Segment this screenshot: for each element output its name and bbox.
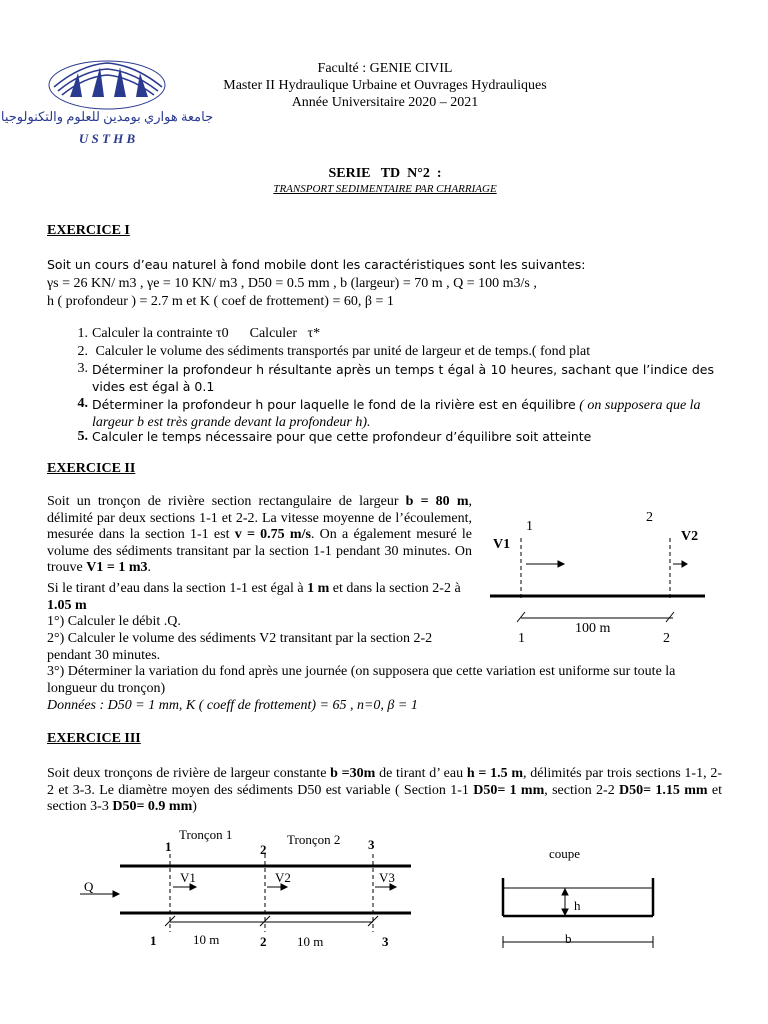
depth-arrow-icon bbox=[562, 889, 568, 915]
section-1-bottom-label: 1 bbox=[150, 933, 157, 948]
section-1-bottom-label: 1 bbox=[518, 631, 525, 646]
v3-label: V3 bbox=[379, 870, 395, 885]
serie-subtitle: TRANSPORT SEDIMENTAIRE PAR CHARRIAGE bbox=[273, 183, 497, 195]
logo-acronym: U S T H B bbox=[78, 131, 136, 146]
v2-label: V2 bbox=[275, 870, 291, 885]
section-1-top-label: 1 bbox=[165, 839, 172, 854]
exercise-1-data-line-2: h ( profondeur ) = 2.7 m et K ( coef de frottement) = 60, β = 1 bbox=[47, 294, 394, 309]
exercise-3-heading: EXERCICE III bbox=[47, 731, 141, 746]
v1-label: V1 bbox=[180, 870, 196, 885]
exercise-2-paragraph: Soit un tronçon de rivière section rectangulaire de largeur b = 80 m, délimité par deux sections 1-1 et 2-2. La vitesse moyenne de l’écoulement, mesurée dans la section 1-1 est v = 0.75 m/s. On a également mesuré le volume des sédiments transitant par la section 1-1 pendant 30 minutes. On trouve V1 = 1 m3. bbox=[47, 494, 472, 575]
section-1-top-label: 1 bbox=[526, 519, 533, 534]
question-number: 5. bbox=[77, 429, 88, 444]
length-2-label: 10 m bbox=[297, 934, 324, 949]
v2-label: V2 bbox=[681, 529, 699, 544]
section-2-bottom-label: 2 bbox=[663, 631, 670, 646]
logo-arabic-text: جامعة هواري بومدين للعلوم والتكنولوجيا bbox=[0, 109, 214, 124]
exercise-2-heading: EXERCICE II bbox=[47, 461, 136, 476]
program-line: Master II Hydraulique Urbaine et Ouvrages Hydrauliques bbox=[223, 78, 547, 93]
question-text: Calculer la contrainte τ0 Calculer τ* bbox=[92, 326, 321, 341]
question-text: Calculer le volume des sédiments transportés par unité de largeur et de temps.( fond plat bbox=[92, 344, 591, 359]
cross-section-diagram bbox=[490, 840, 670, 955]
exercise-1-heading: EXERCICE I bbox=[47, 223, 130, 238]
flow-arrow-icon bbox=[80, 884, 396, 897]
section-2-top-label: 2 bbox=[646, 510, 653, 525]
serie-title: SERIE TD N°2 : bbox=[328, 166, 442, 181]
question-number: 4. bbox=[77, 396, 88, 411]
exercise-2-diagram bbox=[480, 500, 720, 650]
exercise-2-q1: 1°) Calculer le débit .Q. bbox=[47, 614, 181, 629]
v1-label: V1 bbox=[493, 537, 511, 552]
width-b-label: b bbox=[565, 931, 572, 946]
exercise-1-intro: Soit un cours d’eau naturel à fond mobile dont les caractéristiques sont les suivantes: bbox=[47, 257, 586, 272]
troncon-1-label: Tronçon 1 bbox=[179, 827, 233, 842]
logo-emblem-icon bbox=[0, 55, 214, 155]
exercise-2-q3: 3°) Déterminer la variation du fond après une journée (on supposera que cette variation est uniforme sur toute la longueur du tronçon) bbox=[47, 664, 676, 696]
section-2-bottom-label: 2 bbox=[260, 934, 267, 949]
exercise-2-q2: 2°) Calculer le volume des sédiments V2 transitant par la section 2-2 pendant 30 minutes. bbox=[47, 631, 433, 663]
coupe-label: coupe bbox=[549, 846, 581, 861]
year-line: Année Universitaire 2020 – 2021 bbox=[291, 95, 479, 110]
exercise-3-paragraph: Soit deux tronçons de rivière de largeur constante b =30m de tirant d’ eau h = 1.5 m, délimités par trois sections 1-1, 2-2 et 3-3. Le diamètre moyen des sédiments D50 est variable ( Section 1-1 D50= 1 mm, section 2-2 D50= 1.15 mm et section 3-3 D50= 0.9 mm) bbox=[47, 766, 722, 814]
flow-arrow-icon bbox=[526, 561, 687, 567]
length-1-label: 10 m bbox=[193, 932, 220, 947]
section-2-top-label: 2 bbox=[260, 842, 267, 857]
question-number: 1. bbox=[77, 326, 88, 341]
question-text: Déterminer la profondeur h résultante après un temps t égal à 10 heures, sachant que l’indice des vides est égal à 0.1 bbox=[92, 362, 714, 394]
faculty-line: Faculté : GENIE CIVIL bbox=[317, 61, 453, 76]
length-label: 100 m bbox=[575, 621, 611, 636]
section-3-bottom-label: 3 bbox=[382, 934, 389, 949]
question-number: 3. bbox=[77, 361, 88, 376]
exercise-2-donnees: Données : D50 = 1 mm, K ( coeff de frottement) = 65 , n=0, β = 1 bbox=[47, 698, 418, 713]
exercise-1-data-line-1: γs = 26 KN/ m3 , γe = 10 KN/ m3 , D50 = 0.5 mm , b (largeur) = 70 m , Q = 100 m3/s , bbox=[47, 276, 537, 291]
exercise-2-depths: Si le tirant d’eau dans la section 1-1 est égal à 1 m et dans la section 2-2 à 1.05 m bbox=[47, 581, 461, 613]
discharge-q-label: Q bbox=[84, 879, 94, 894]
question-number: 2. bbox=[77, 344, 88, 359]
university-logo bbox=[0, 55, 214, 155]
troncon-2-label: Tronçon 2 bbox=[287, 832, 341, 847]
depth-h-label: h bbox=[574, 898, 581, 913]
question-text: Calculer le temps nécessaire pour que cette profondeur d’équilibre soit atteinte bbox=[92, 429, 592, 444]
question-text: Déterminer la profondeur h pour laquelle le fond de la rivière est en équilibre ( on supposera que la largeur b est très grande devant la profondeur h). bbox=[92, 397, 701, 430]
section-3-top-label: 3 bbox=[368, 837, 375, 852]
exercise-3-diagram bbox=[75, 822, 420, 957]
